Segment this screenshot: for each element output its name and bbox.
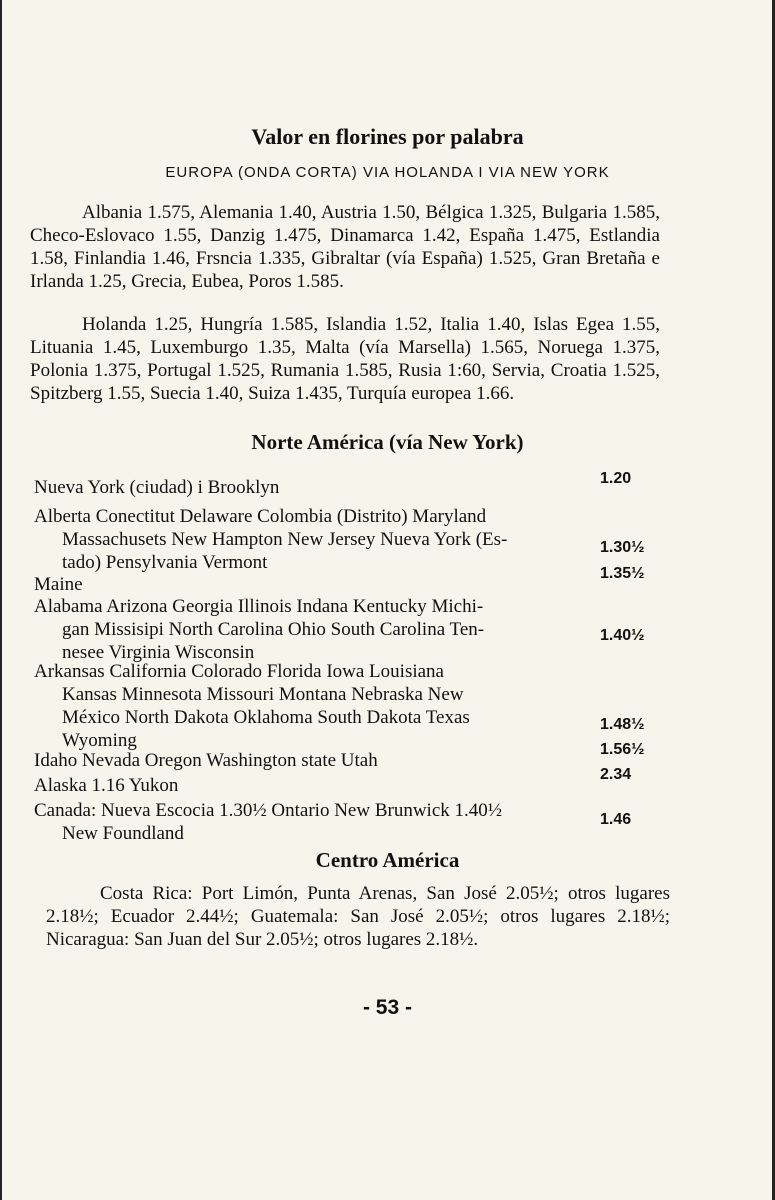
rate-row-label bbox=[34, 505, 594, 574]
rate-row-line: Kansas Minnesota Missouri Montana Nebraska New bbox=[62, 684, 464, 705]
rate-row-label bbox=[34, 774, 594, 797]
rate-row-line: New Foundland bbox=[62, 823, 184, 844]
rate-row-line: Wyoming bbox=[62, 730, 137, 751]
rate-row-price: 1.46 bbox=[600, 811, 632, 828]
page-number: - 53 - bbox=[362, 996, 412, 1019]
rate-row-line: Massachusets New Hampton New Jersey Nueva York (Es- bbox=[62, 529, 508, 550]
europe-paragraph-1: Albania 1.575, Alemania 1.40, Austria 1.50, Bélgica 1.325, Bulgaria 1.585, Checo-Eslovaco 1.55, Danzig 1.475, Dinamarca 1.42, España 1.475, Estlandia 1.58, Finlandia 1.46, Frsncia 1.335, Gibraltar (vía España) 1.525, Gran Bretaña e Irlanda 1.25, Grecia, Eubea, Poros 1.585. bbox=[30, 202, 660, 292]
rate-row-label bbox=[34, 799, 594, 845]
rate-row-label bbox=[34, 573, 594, 596]
rate-row-line: Nueva York (ciudad) i Brooklyn bbox=[34, 477, 280, 498]
rate-row-price: 1.20 bbox=[600, 470, 632, 487]
rate-row-line: Alaska 1.16 Yukon bbox=[34, 775, 179, 796]
rate-row-line: Arkansas California Colorado Florida Iowa Louisiana bbox=[34, 661, 444, 682]
europe-subtitle: EUROPA (ONDA CORTA) VIA HOLANDA I VIA NEW YORK bbox=[165, 164, 610, 181]
rate-row-line: Canada: Nueva Escocia 1.30½ Ontario New Brunwick 1.40½ bbox=[34, 800, 503, 821]
rate-row-price: 1.48½ bbox=[600, 716, 645, 733]
rate-row-label bbox=[34, 595, 594, 664]
rate-row-price: 1.35½ bbox=[600, 565, 645, 582]
rate-row-line: tado) Pensylvania Vermont bbox=[62, 552, 268, 573]
rate-row-price: 1.30½ bbox=[600, 539, 645, 556]
rate-row-price: 2.34 bbox=[600, 766, 632, 783]
page-title: Valor en florines por palabra bbox=[251, 124, 524, 149]
rate-row-line: Idaho Nevada Oregon Washington state Utah bbox=[34, 750, 378, 771]
rate-row-line: nesee Virginia Wisconsin bbox=[62, 642, 255, 663]
rate-row-line: México North Dakota Oklahoma South Dakota Texas bbox=[62, 707, 470, 728]
rate-row-label bbox=[34, 660, 594, 752]
rate-row-line: Alberta Conectitut Delaware Colombia (Distrito) Maryland bbox=[34, 506, 487, 527]
rate-row-line: Maine bbox=[34, 574, 83, 595]
europe-paragraph-2: Holanda 1.25, Hungría 1.585, Islandia 1.52, Italia 1.40, Islas Egea 1.55, Lituania 1.45, Luxemburgo 1.35, Malta (vía Marsella) 1.565, Noruega 1.375, Polonia 1.375, Portugal 1.525, Rumania 1.585, Rusia 1:60, Servia, Croatia 1.525, Spitzberg 1.55, Suecia 1.40, Suiza 1.435, Turquía europea 1.66. bbox=[30, 314, 660, 404]
rate-row-line: gan Missisipi North Carolina Ohio South Carolina Ten- bbox=[62, 619, 485, 640]
rate-row-label bbox=[34, 749, 594, 772]
central-america-heading: Centro América bbox=[315, 848, 460, 872]
rate-row-line: Alabama Arizona Georgia Illinois Indana Kentucky Michi- bbox=[34, 596, 484, 617]
north-america-heading: Norte América (vía New York) bbox=[251, 430, 524, 454]
rate-row-price: 1.56½ bbox=[600, 741, 645, 758]
rate-row-price: 1.40½ bbox=[600, 627, 645, 644]
central-america-paragraph: Costa Rica: Port Limón, Punta Arenas, San José 2.05½; otros lugares 2.18½; Ecuador 2.44½; Guatemala: San José 2.05½; otros lugares 2.18½; Nicaragua: San Juan del Sur 2.05½; otros lugares 2.18½. bbox=[46, 883, 670, 950]
rate-row-label bbox=[34, 476, 594, 499]
